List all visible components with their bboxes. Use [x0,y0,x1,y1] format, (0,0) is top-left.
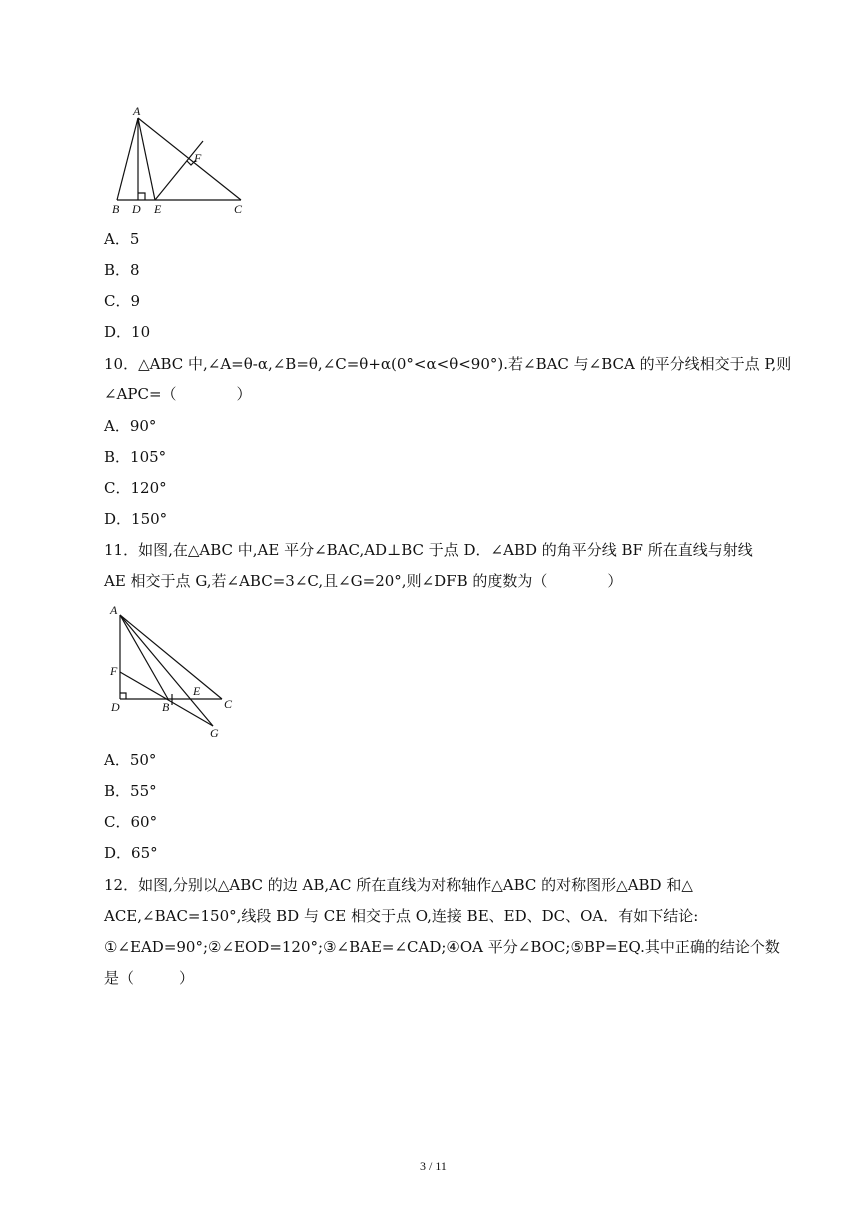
q10-option-a: A．90° [104,417,157,435]
page-number: 3 / 11 [420,1159,447,1173]
label-f: F [194,151,202,165]
label-f: F [110,664,118,678]
q11-stem-line-1: 11．如图,在△ABC 中,AE 平分∠BAC,AD⊥BC 于点 D．∠ABD 的角平分线 BF 所在直线与射线 [104,541,753,559]
q9-option-c: C．9 [104,292,141,310]
q9-option-a: A．5 [104,230,140,248]
q12-stem-line-1: 12．如图,分别以△ABC 的边 AB,AC 所在直线为对称轴作△ABC 的对称图形△ABD 和△ [104,876,693,894]
q10-stem-line-1: 10．△ABC 中,∠A=θ-α,∠B=θ,∠C=θ+α(0°<α<θ<90°).若∠BAC 与∠BCA 的平分线相交于点 P,则 [104,355,792,373]
segment-ef [155,141,203,200]
segment-ae [138,118,155,200]
label-b: B [162,700,170,714]
q11-stem-line-2: AE 相交于点 G,若∠ABC=3∠C,且∠G=20°,则∠DFB 的度数为（ ） [104,572,623,590]
q11-option-d: D．65° [104,844,158,862]
q10-option-b: B．105° [104,448,167,466]
label-d: D [132,202,141,216]
q11-option-c: C．60° [104,813,158,831]
q12-stem-line-2: ACE,∠BAC=150°,线段 BD 与 CE 相交于点 O,连接 BE、ED、DC、OA．有如下结论: [104,907,699,925]
label-a: A [133,104,141,118]
right-angle-mark-d [120,693,126,699]
label-c: C [234,202,243,216]
segment-ac [120,615,222,699]
label-e: E [154,202,162,216]
label-a: A [110,603,118,617]
q11-option-b: B．55° [104,782,157,800]
segment-ab [117,118,138,200]
label-g: G [210,726,219,740]
triangle-figure-1 [100,100,260,222]
q9-option-b: B．8 [104,261,140,279]
q12-stem-line-4: 是（ ） [104,969,195,987]
q10-option-c: C．120° [104,479,167,497]
label-b: B [112,202,120,216]
q11-option-a: A．50° [104,751,157,769]
q10-stem-line-2: ∠APC=（ ） [104,385,252,403]
label-c: C [224,697,233,711]
q9-option-d: D．10 [104,323,151,341]
segment-ac [138,118,241,200]
triangle-figure-2 [100,600,250,742]
label-d: D [111,700,120,714]
q12-stem-line-3: ①∠EAD=90°;②∠EOD=120°;③∠BAE=∠CAD;④OA 平分∠BOC;⑤BP=EQ.其中正确的结论个数 [104,938,780,956]
right-angle-mark-d [138,193,145,200]
q10-option-d: D．150° [104,510,168,528]
label-e: E [193,684,201,698]
